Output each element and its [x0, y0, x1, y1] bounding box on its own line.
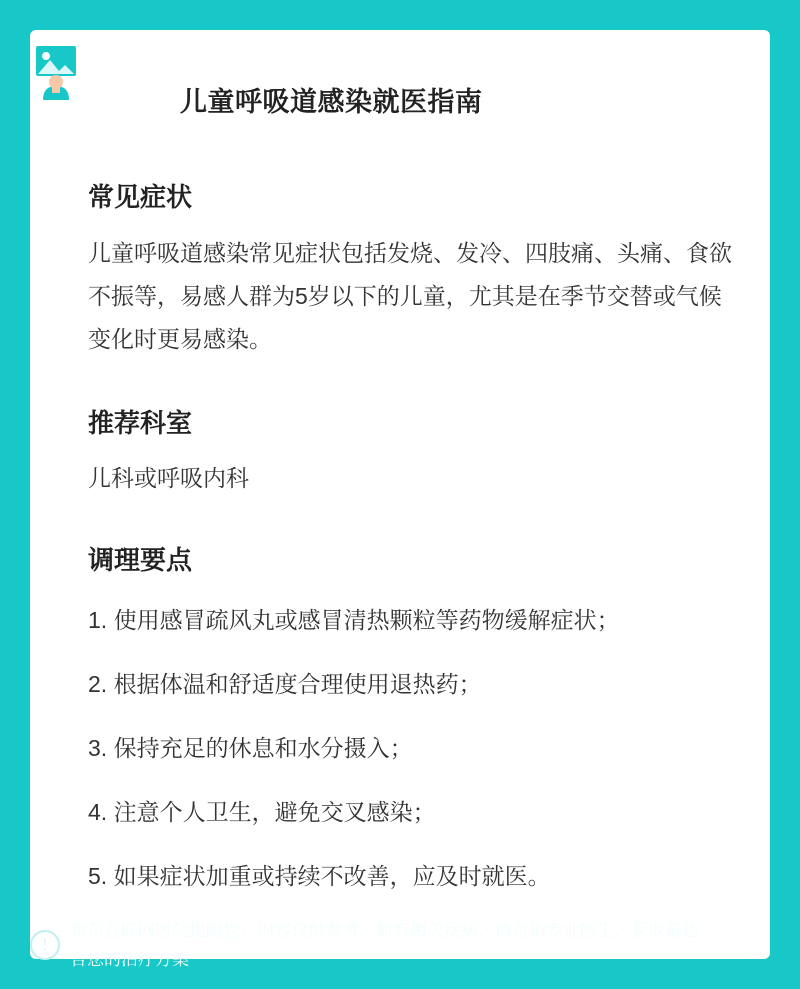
section-heading-symptoms: 常见症状	[88, 182, 193, 212]
thumbs-up-icon[interactable]	[722, 924, 764, 966]
tips-list	[88, 599, 738, 897]
footer-disclaimer-bar	[30, 901, 770, 989]
content-card	[30, 30, 770, 959]
section-body-symptoms: 儿童呼吸道感染常见症状包括发烧、发冷、四肢痛、头痛、食欲不振等，易感人群为5岁以下的儿童，尤其是在季节交替或气候变化时更易感染。	[88, 240, 732, 352]
section-heading-department: 推荐科室	[88, 408, 193, 438]
list-item: 1. 使用感冒疏风丸或感冒清热颗粒等药物缓解症状；	[88, 607, 620, 633]
section-heading-tips: 调理要点	[88, 545, 193, 575]
info-icon: !	[30, 930, 60, 960]
document-image-icon	[30, 40, 82, 100]
page-title: 儿童呼吸道感染就医指南	[180, 87, 483, 117]
list-item: 4. 注意个人卫生，避免交叉感染；	[88, 799, 436, 825]
section-body-department: 儿科或呼吸内科	[88, 465, 249, 491]
list-item: 5. 如果症状加重或持续不改善，应及时就医。	[88, 863, 551, 889]
disclaimer-text: 京东互联网医院提醒您：内容仅供参考，如有相关疾病，请咨询专业医生，获取最适合您的治疗方案	[70, 921, 699, 969]
list-item: 2. 根据体温和舒适度合理使用退热药；	[88, 671, 482, 697]
list-item: 3. 保持充足的休息和水分摄入；	[88, 735, 413, 761]
